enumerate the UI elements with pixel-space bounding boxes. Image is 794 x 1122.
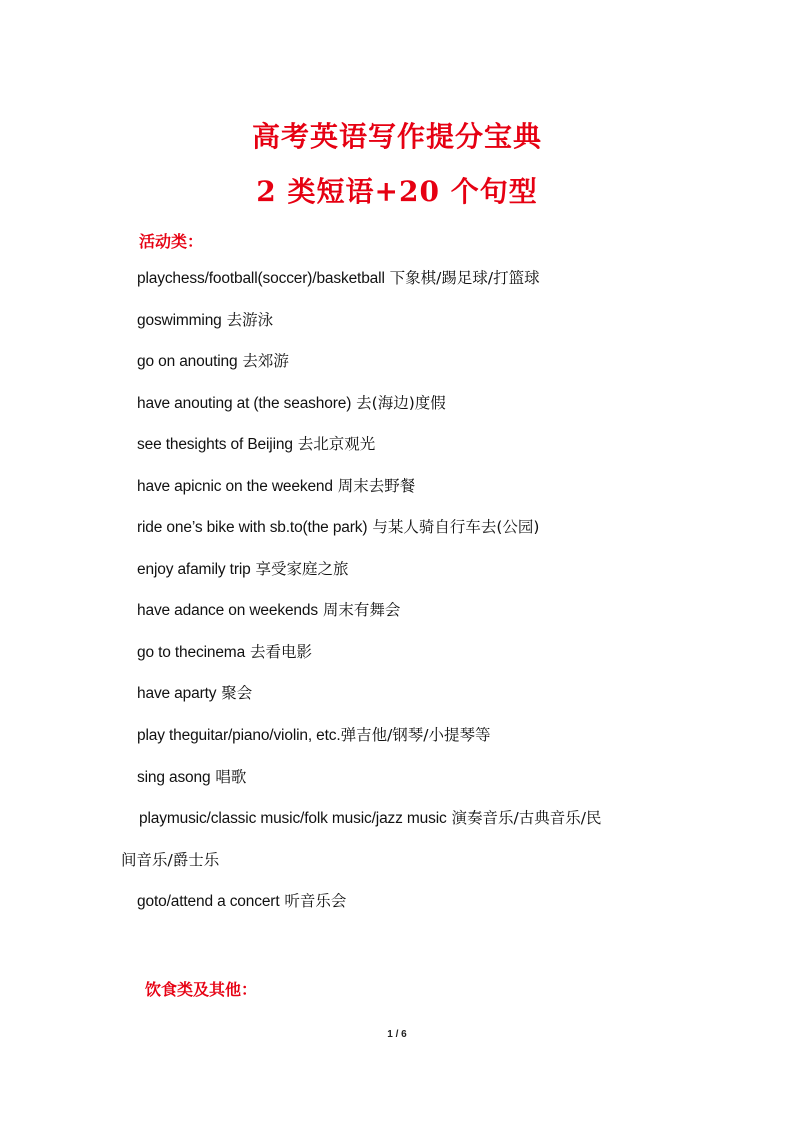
phrase-english: enjoy afamily trip xyxy=(137,561,251,578)
phrase-chinese: 享受家庭之旅 xyxy=(250,560,349,578)
phrase-english: have anouting at (the seashore) xyxy=(137,395,352,412)
phrase-chinese: 去(海边)度假 xyxy=(351,394,446,412)
phrase-english: have apicnic on the weekend xyxy=(137,478,333,495)
phrase-line xyxy=(137,517,539,538)
phrase-english: sing asong xyxy=(137,769,211,786)
phrase-line xyxy=(137,393,446,414)
phrase-english: goto/attend a concert xyxy=(137,893,280,910)
phrase-line xyxy=(137,725,491,746)
phrase-chinese: 去北京观光 xyxy=(292,435,376,453)
phrase-line xyxy=(137,767,246,788)
phrase-english: see thesights of Beijing xyxy=(137,436,293,453)
phrase-chinese: 去看电影 xyxy=(245,643,312,661)
phrase-english: playmusic/classic music/folk music/jazz music xyxy=(139,810,447,827)
phrase-line xyxy=(137,683,252,704)
phrase-line xyxy=(137,559,349,580)
phrase-line xyxy=(137,351,289,372)
phrase-english: play theguitar/piano/violin, etc. xyxy=(137,727,341,744)
section-heading-food: 饮食类及其他： xyxy=(145,980,258,999)
section-heading-activities: 活动类： xyxy=(139,232,204,251)
document-title: 高考英语写作提分宝典 xyxy=(251,120,542,153)
phrase-english: go to thecinema xyxy=(137,644,246,661)
phrase-line xyxy=(137,642,312,663)
phrase-chinese: 周末去野餐 xyxy=(332,477,416,495)
phrase-english: goswimming xyxy=(137,312,222,329)
phrase-line xyxy=(137,434,375,455)
page-number: 1 / 6 xyxy=(387,1029,407,1040)
phrase-chinese: 听音乐会 xyxy=(279,892,347,910)
phrase-chinese: 弹吉他/钢琴/小提琴等 xyxy=(340,726,491,744)
phrase-chinese: 去游泳 xyxy=(221,311,274,329)
phrase-chinese: 演奏音乐/古典音乐/民 xyxy=(446,809,602,827)
phrase-chinese: 间音乐/爵士乐 xyxy=(121,851,220,869)
phrase-line xyxy=(137,600,400,621)
phrase-chinese: 唱歌 xyxy=(210,768,247,786)
phrase-english: ride one’s bike with sb.to(the park) xyxy=(137,519,368,536)
phrase-line xyxy=(137,476,415,497)
phrase-english: have adance on weekends xyxy=(137,602,318,619)
phrase-chinese: 聚会 xyxy=(216,684,253,702)
phrase-chinese: 下象棋/踢足球/打篮球 xyxy=(384,269,540,287)
phrase-line xyxy=(137,268,540,289)
phrase-line xyxy=(139,808,602,829)
phrase-english: playchess/football(soccer)/basketball xyxy=(137,270,385,287)
phrase-chinese: 周末有舞会 xyxy=(317,601,401,619)
document-subtitle: 2 类短语+20 个句型 xyxy=(256,175,538,208)
phrase-chinese: 去郊游 xyxy=(237,352,289,370)
phrase-english: have aparty xyxy=(137,685,217,702)
phrase-line xyxy=(137,891,346,912)
phrase-continuation xyxy=(121,850,219,870)
phrase-line xyxy=(137,310,273,331)
phrase-chinese: 与某人骑自行车去(公园) xyxy=(367,518,540,536)
phrase-english: go on anouting xyxy=(137,353,238,370)
